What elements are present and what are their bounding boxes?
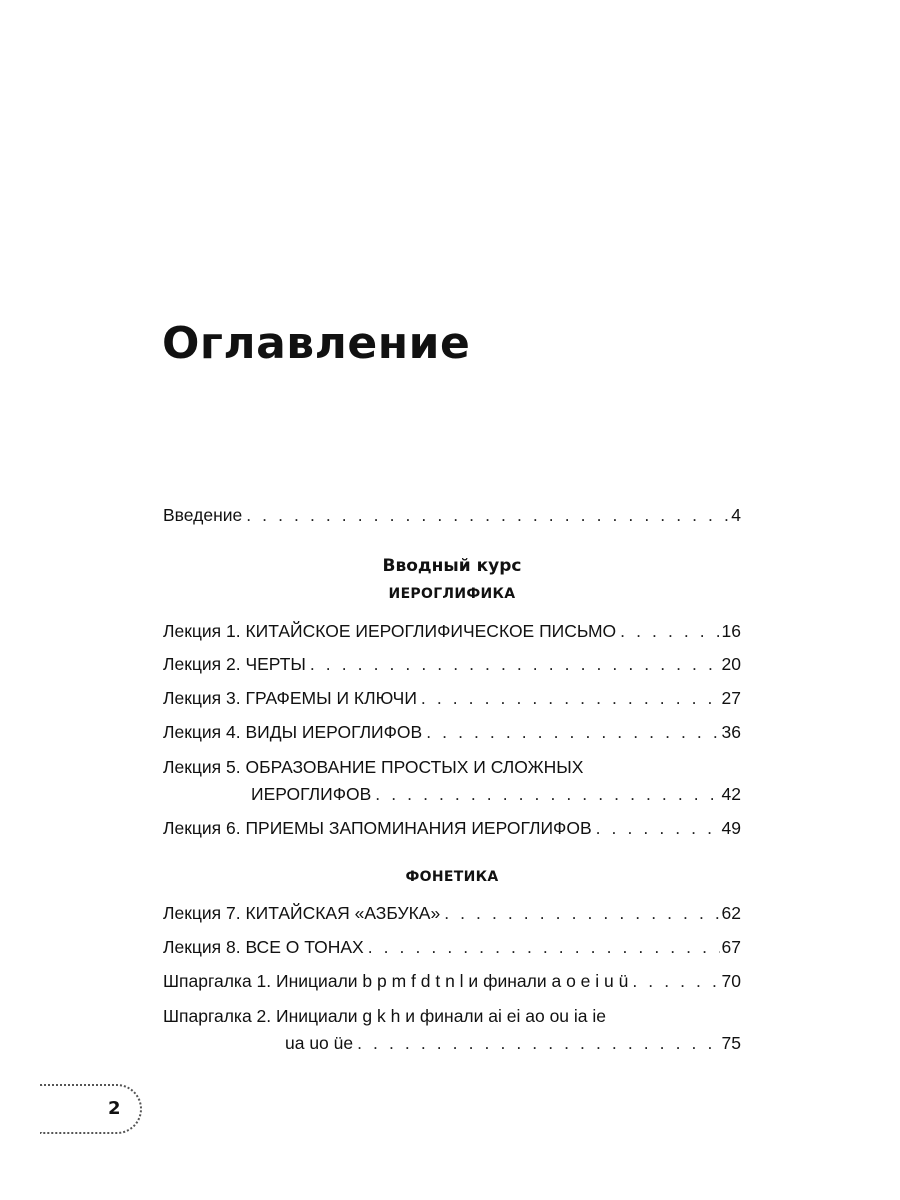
toc-entry-page: 36	[721, 722, 741, 742]
toc-entry-page: 70	[721, 971, 741, 991]
toc-entry-page: 27	[721, 688, 741, 708]
toc-entry-label: Лекция 8. ВСЕ О ТОНАХ	[163, 937, 364, 957]
dot-leader	[421, 687, 720, 709]
course-title: Вводный курс	[382, 556, 522, 576]
section-heading: ИЕРОГЛИФИКА	[388, 586, 516, 602]
toc-entry[interactable]	[163, 970, 741, 992]
toc-entry-label: Лекция 4. ВИДЫ ИЕРОГЛИФОВ	[163, 722, 423, 742]
dot-leader	[632, 970, 719, 992]
toc-entry-page: 16	[721, 621, 741, 641]
toc-entry-page: 49	[721, 818, 741, 838]
toc-entry-label: Лекция 3. ГРАФЕМЫ И КЛЮЧИ	[163, 688, 417, 708]
toc-entry-page: 62	[721, 903, 741, 923]
toc-entry[interactable]	[163, 687, 741, 709]
dot-leader	[375, 783, 719, 805]
toc-entry-label: Шпаргалка 1. Инициали b p m f d t n l и финали a o e i u ü	[163, 971, 629, 991]
toc-entry-page: 67	[721, 937, 741, 957]
page-number: 2	[108, 1098, 121, 1119]
toc-entry-label-line2: ИЕРОГЛИФОВ	[251, 784, 372, 804]
dot-leader	[596, 817, 720, 839]
toc-entry[interactable]	[163, 936, 741, 958]
dot-leader	[368, 936, 720, 958]
toc-entry[interactable]	[163, 653, 741, 675]
toc-entry-label: Лекция 1. КИТАЙСКОЕ ИЕРОГЛИФИЧЕСКОЕ ПИСЬМО	[163, 621, 617, 641]
toc-entry-page: 4	[731, 505, 741, 525]
dot-leader	[246, 504, 729, 526]
dot-leader	[357, 1032, 719, 1054]
toc-entry-label-line2: ua uo üe	[285, 1033, 354, 1053]
toc-entry[interactable]	[163, 721, 741, 743]
toc-entry-label: Лекция 2. ЧЕРТЫ	[163, 654, 306, 674]
toc-entry-page: 42	[721, 784, 741, 804]
toc-entry[interactable]	[251, 783, 741, 805]
toc-entry[interactable]	[285, 1032, 741, 1054]
toc-entry-label-line1[interactable]: Лекция 5. ОБРАЗОВАНИЕ ПРОСТЫХ И СЛОЖНЫХ	[163, 757, 584, 777]
page-title: Оглавление	[162, 318, 471, 369]
dot-leader	[620, 620, 719, 642]
toc-entry-page: 20	[721, 654, 741, 674]
toc-entry[interactable]	[163, 902, 741, 924]
dot-leader	[310, 653, 720, 675]
dot-leader	[426, 721, 719, 743]
toc-entry-label: Лекция 6. ПРИЕМЫ ЗАПОМИНАНИЯ ИЕРОГЛИФОВ	[163, 818, 592, 838]
toc-entry-intro[interactable]	[163, 504, 741, 526]
section-heading: ФОНЕТИКА	[405, 869, 499, 885]
toc-entry-label: Лекция 7. КИТАЙСКАЯ «АЗБУКА»	[163, 903, 441, 923]
dot-leader	[444, 902, 719, 924]
toc-entry-label-line1[interactable]: Шпаргалка 2. Инициали g k h и финали ai ei ao ou ia ie	[163, 1006, 606, 1026]
toc-entry[interactable]	[163, 817, 741, 839]
toc-entry-page: 75	[721, 1033, 741, 1053]
toc-entry[interactable]	[163, 620, 741, 642]
page-number-tab	[40, 1084, 142, 1134]
toc-entry-label: Введение	[163, 505, 243, 525]
